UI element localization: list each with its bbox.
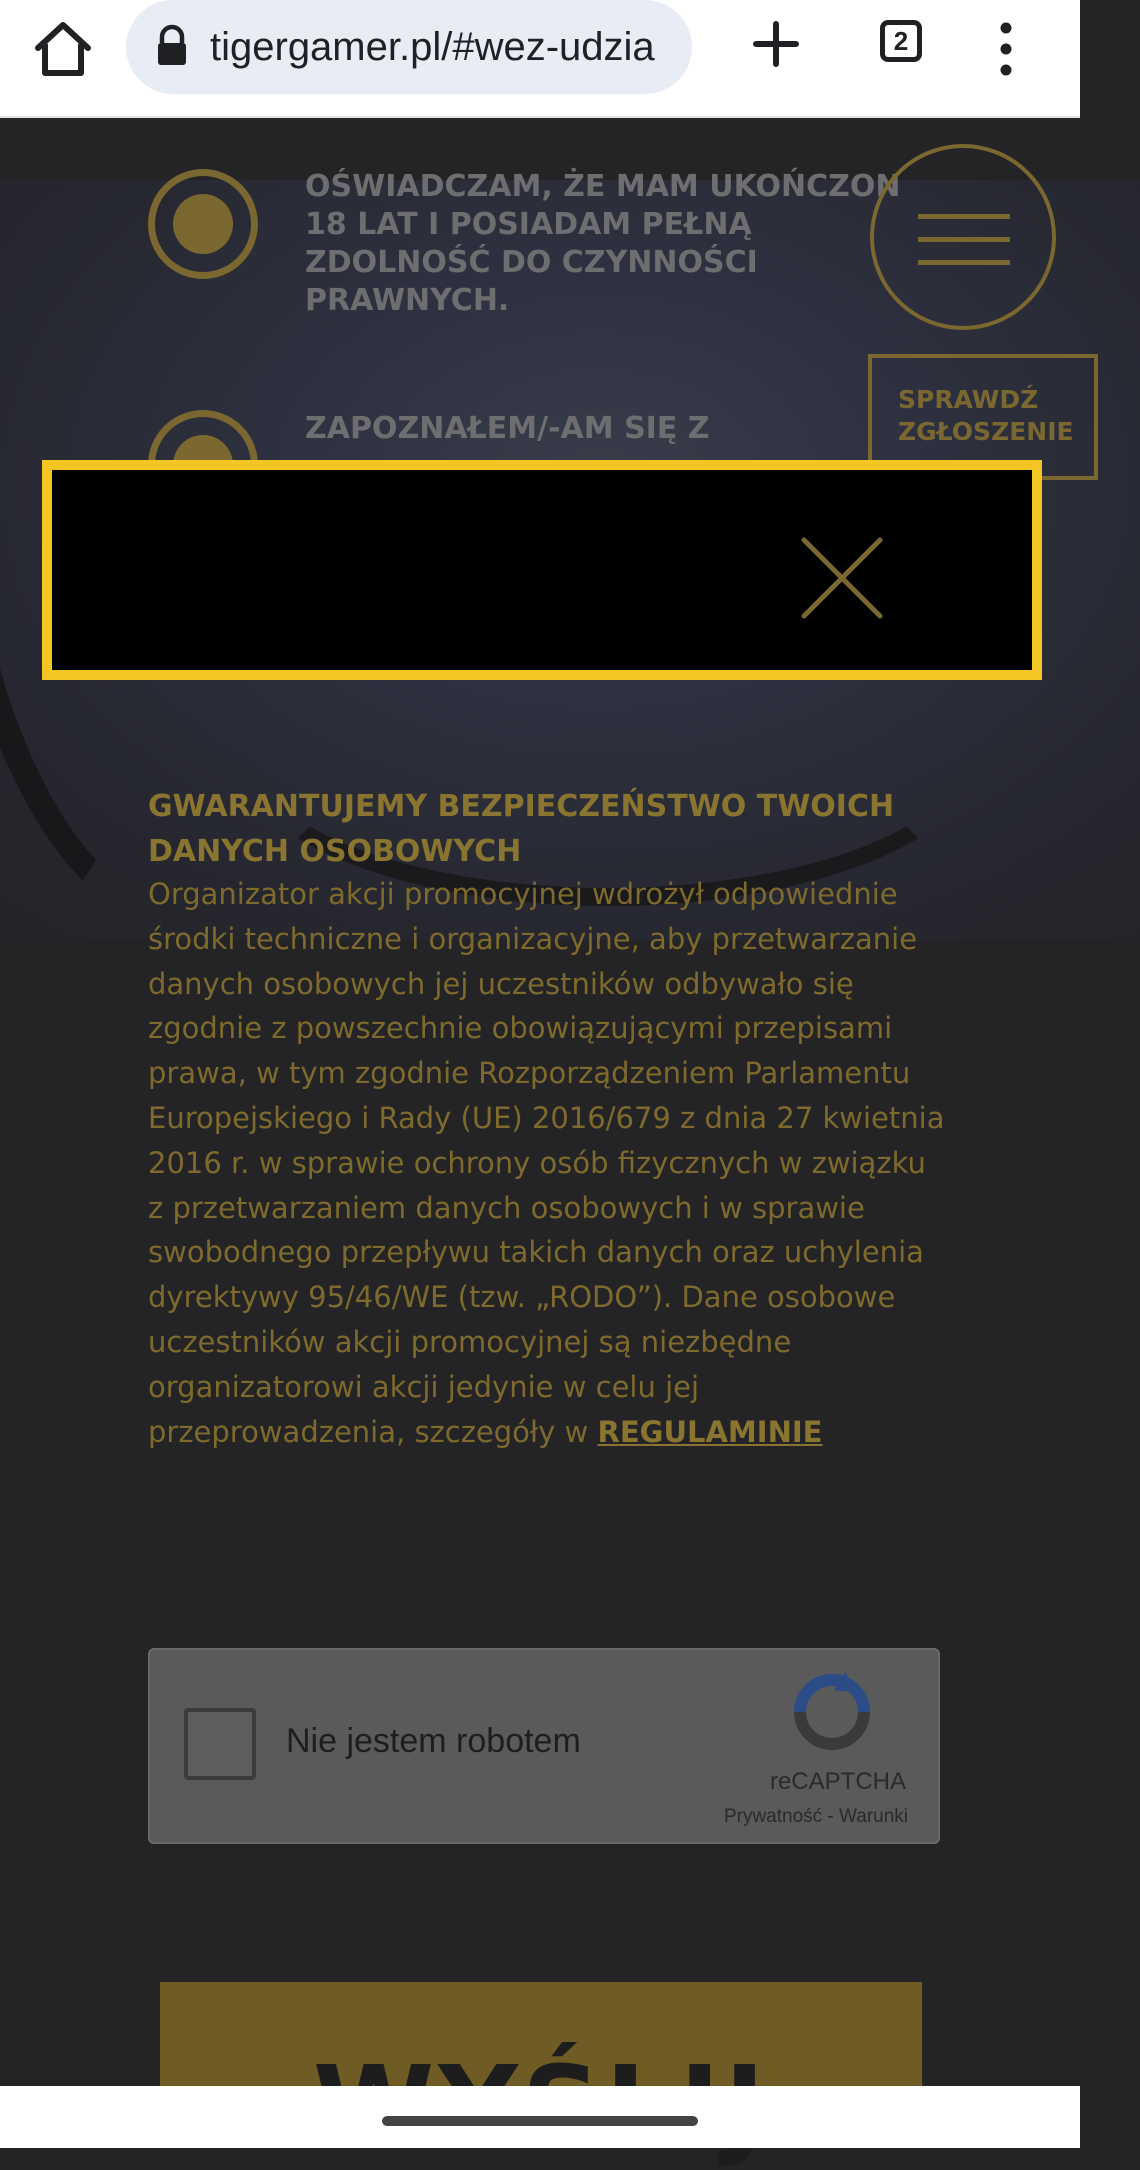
more-icon[interactable] [990, 16, 1022, 82]
recaptcha-logo-icon [790, 1670, 874, 1754]
check-submission-button[interactable]: SPRAWDŹ ZGŁOSZENIE [868, 354, 1098, 480]
url-text[interactable]: tigergamer.pl/#wez-udzia [210, 25, 655, 69]
browser-toolbar [0, 0, 1080, 118]
recaptcha-brand: reCAPTCHA [769, 1768, 906, 1795]
gdpr-body [148, 872, 948, 1454]
hamburger-line [918, 214, 1010, 219]
close-icon[interactable] [800, 536, 884, 620]
gdpr-title: GWARANTUJEMY BEZPIECZEŃSTWO TWOICH DANYCH OSOBOWYCH [148, 789, 895, 869]
hamburger-line [918, 260, 1010, 265]
regulations-link[interactable]: REGULAMINIE [597, 1414, 823, 1449]
gdpr-body-text: Organizator akcji promocyjnej wdrożył odpowiednie środki techniczne i organizacyjne, aby przetwarzanie danych osobowych jej uczestników odbywało się zgodnie z powszechnie obowiązującymi przepisami prawa, w tym zgodnie Rozporządzeniem Parlamentu Europejskiego i Rady (UE) 2016/679 z dnia 27 kwietnia 2016 r. w sprawie ochrony osób fizycznych w związku z przetwarzaniem danych osobowych i w sprawie swobodnego przepływu takich danych oraz uchylenia dyrektywy 95/46/WE (tzw. „RODO”). Dane osobowe uczestników akcji promocyjnej są niezbędne organizatorowi akcji jedynie w celu jej przeprowadzenia, szczegóły w [148, 877, 945, 1449]
gesture-handle[interactable] [382, 2116, 698, 2126]
recaptcha-widget [148, 1648, 940, 1844]
new-tab-icon[interactable] [746, 14, 806, 74]
menu-button[interactable] [870, 144, 1056, 330]
consent-text-age: OŚWIADCZAM, ŻE MAM UKOŃCZON 18 LAT I POSIADAM PEŁNĄ ZDOLNOŚĆ DO CZYNNOŚCI PRAWNYCH. [305, 169, 901, 318]
recaptcha-checkbox[interactable] [184, 1708, 256, 1780]
hamburger-line [918, 237, 1010, 242]
home-icon[interactable] [30, 16, 96, 82]
tab-switcher-icon[interactable]: 2 [880, 20, 922, 62]
system-nav-bar [0, 2086, 1080, 2148]
recaptcha-links[interactable]: Prywatność - Warunki [723, 1806, 908, 1827]
web-page [0, 120, 1080, 2086]
overlay-popup [42, 460, 1042, 680]
address-bar[interactable] [126, 0, 692, 94]
lock-icon [150, 24, 194, 68]
consent-text-terms: ZAPOZNAŁEM/-AM SIĘ Z [305, 411, 710, 446]
recaptcha-label: Nie jestem robotem [286, 1722, 581, 1760]
consent-radio-age[interactable] [148, 169, 258, 279]
